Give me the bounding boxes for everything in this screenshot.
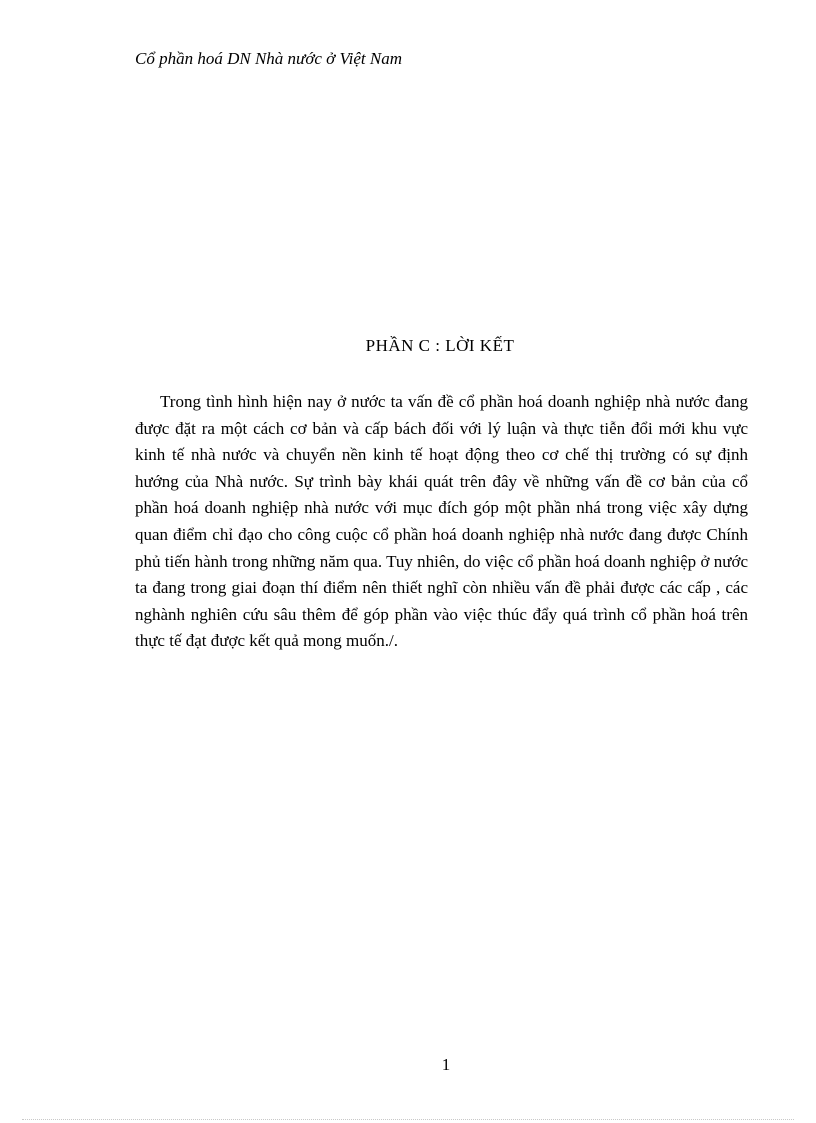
body-paragraph: Trong tình hình hiện nay ở nước ta vấn đề cổ phần hoá doanh nghiệp nhà nước đang được đặt ra một cách cơ bản và cấp bách đối với lý luận và thực tiễn đổi mới khu vực kinh tế nhà nước và chuyển nền kinh tế hoạt động theo cơ chế thị trường có sự định hướng của Nhà nước. Sự trình bày khái quát trên đây về những vấn đề cơ bản của cổ phần hoá doanh nghiệp nhà nước với mục đích góp một phần nhá trong việc xây dựng quan điểm chỉ đạo cho công cuộc cổ phần hoá doanh nghiệp nhà nước đang được Chính phủ tiến hành trong những năm qua. Tuy nhiên, do việc cổ phần hoá doanh nghiệp ở nước ta đang trong giai đoạn thí điểm nên thiết nghĩ còn nhiều vấn đề phải được các cấp , các nghành nghiên cứu sâu thêm để góp phần vào việc thúc đẩy quá trình cổ phần hoá trên thực tế đạt được kết quả mong muốn./. [135,392,748,651]
page-bottom-edge [22,1119,794,1120]
page-number: 1 [441,1055,451,1074]
running-header: Cổ phần hoá DN Nhà nước ở Việt Nam [135,49,402,68]
section-title: PHẦN C : LỜI KẾT [365,336,515,355]
